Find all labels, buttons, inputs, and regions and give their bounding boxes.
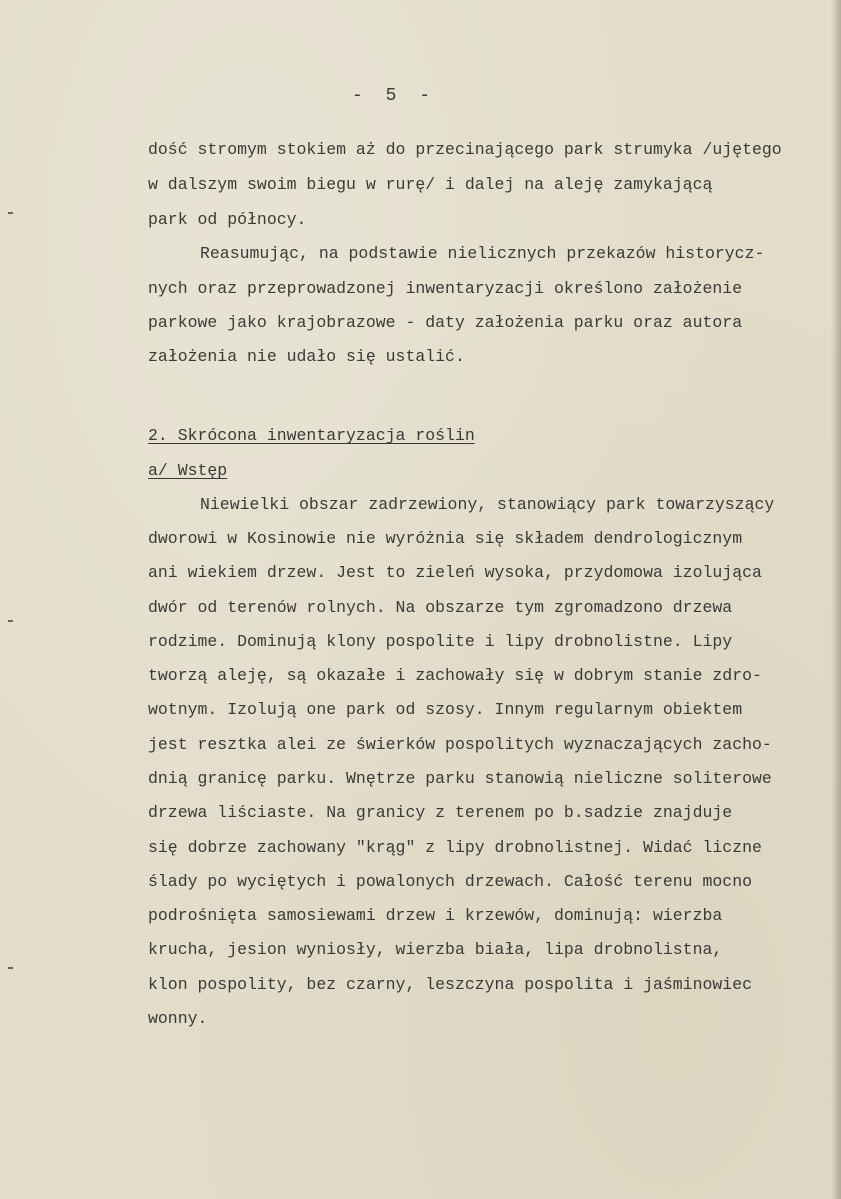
page-edge-shadow (831, 0, 841, 1199)
body-line: Niewielki obszar zadrzewiony, stanowiący park towarzyszący (200, 495, 775, 514)
section-heading: 2. Skrócona inwentaryzacja roślin (148, 426, 475, 445)
body-line: klon pospolity, bez czarny, leszczyna pospolita i jaśminowiec (148, 975, 752, 994)
intro-line: dość stromym stokiem aż do przecinającego park strumyka /ujętego (148, 140, 782, 159)
margin-mark (8, 967, 13, 969)
body-line: jest resztka alei ze świerków pospolitych wyznaczających zacho- (148, 735, 772, 754)
summary-line: nych oraz przeprowadzonej inwentaryzacji określono założenie (148, 279, 743, 298)
body-line: ani wiekiem drzew. Jest to zieleń wysoka, przydomowa izolująca (148, 563, 762, 582)
body-line: wonny. (148, 1009, 208, 1028)
body-line: się dobrze zachowany "krąg" z lipy drobnolistnej. Widać liczne (148, 838, 762, 857)
subsection-heading: a/ Wstęp (148, 461, 228, 480)
body-line: dnią granicę parku. Wnętrze parku stanowią nieliczne soliterowe (148, 769, 772, 788)
page-number: - 5 - (352, 86, 437, 106)
body-line: drzewa liściaste. Na granicy z terenem po b.sadzie znajduje (148, 803, 733, 822)
margin-mark (8, 620, 13, 622)
body-line: krucha, jesion wyniosły, wierzba biała, lipa drobnolistna, (148, 940, 723, 959)
body-line: dworowi w Kosinowie nie wyróżnia się składem dendrologicznym (148, 529, 743, 548)
body-line: rodzime. Dominują klony pospolite i lipy drobnolistne. Lipy (148, 632, 733, 651)
body-line: tworzą aleję, są okazałe i zachowały się w dobrym stanie zdro- (148, 666, 762, 685)
intro-line: park od północy. (148, 210, 307, 229)
body-line: dwór od terenów rolnych. Na obszarze tym zgromadzono drzewa (148, 598, 733, 617)
intro-line: w dalszym swoim biegu w rurę/ i dalej na aleję zamykającą (148, 175, 713, 194)
summary-line: parkowe jako krajobrazowe - daty założenia parku oraz autora (148, 313, 743, 332)
body-line: wotnym. Izolują one park od szosy. Innym regularnym obiektem (148, 700, 743, 719)
summary-line: założenia nie udało się ustalić. (148, 347, 465, 366)
margin-mark (8, 212, 13, 214)
summary-line: Reasumując, na podstawie nielicznych przekazów historycz- (200, 244, 765, 263)
body-line: podrośnięta samosiewami drzew i krzewów, dominują: wierzba (148, 906, 723, 925)
body-line: ślady po wyciętych i powalonych drzewach. Całość terenu mocno (148, 872, 752, 891)
